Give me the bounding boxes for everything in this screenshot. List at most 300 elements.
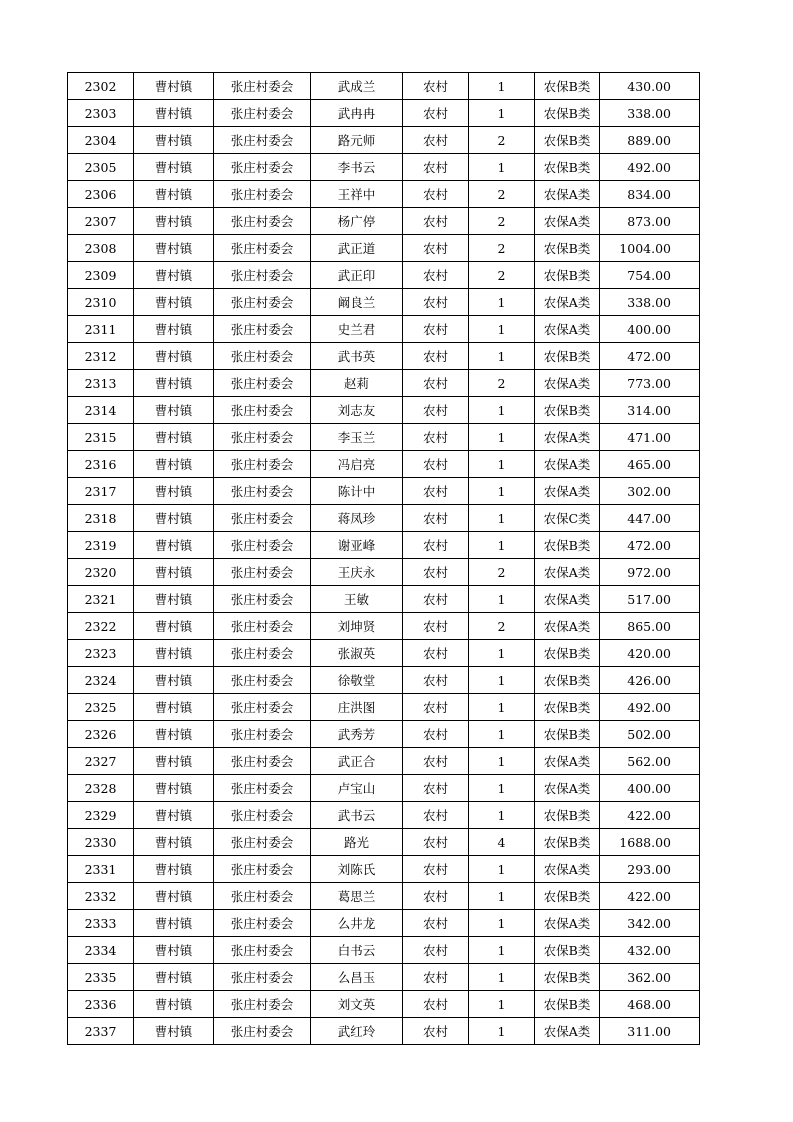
table-row <box>68 883 700 910</box>
table-row <box>68 1018 700 1045</box>
table-row <box>68 73 700 100</box>
area-type-cell: 农村 <box>403 559 469 586</box>
amount-cell: 465.00 <box>600 451 700 478</box>
household-count-cell: 1 <box>469 451 535 478</box>
row-number-cell: 2313 <box>68 370 134 397</box>
person-name-cell: 王庆永 <box>311 559 403 586</box>
table-row <box>68 343 700 370</box>
town-cell: 曹村镇 <box>134 262 214 289</box>
table-row <box>68 964 700 991</box>
insurance-category-cell: 农保A类 <box>535 775 600 802</box>
person-name-cell: 刘坤贤 <box>311 613 403 640</box>
area-type-cell: 农村 <box>403 235 469 262</box>
household-count-cell: 1 <box>469 478 535 505</box>
insurance-category-cell: 农保B类 <box>535 397 600 424</box>
household-count-cell: 1 <box>469 775 535 802</box>
household-count-cell: 1 <box>469 397 535 424</box>
area-type-cell: 农村 <box>403 991 469 1018</box>
area-type-cell: 农村 <box>403 154 469 181</box>
village-committee-cell: 张庄村委会 <box>214 883 311 910</box>
area-type-cell: 农村 <box>403 127 469 154</box>
household-count-cell: 1 <box>469 964 535 991</box>
person-name-cell: 武秀芳 <box>311 721 403 748</box>
table-row <box>68 910 700 937</box>
household-count-cell: 1 <box>469 802 535 829</box>
person-name-cell: 阚良兰 <box>311 289 403 316</box>
household-count-cell: 1 <box>469 154 535 181</box>
person-name-cell: 路光 <box>311 829 403 856</box>
area-type-cell: 农村 <box>403 586 469 613</box>
table-row <box>68 640 700 667</box>
household-count-cell: 1 <box>469 532 535 559</box>
town-cell: 曹村镇 <box>134 208 214 235</box>
village-committee-cell: 张庄村委会 <box>214 73 311 100</box>
row-number-cell: 2314 <box>68 397 134 424</box>
table-row <box>68 667 700 694</box>
amount-cell: 834.00 <box>600 181 700 208</box>
area-type-cell: 农村 <box>403 856 469 883</box>
village-committee-cell: 张庄村委会 <box>214 154 311 181</box>
area-type-cell: 农村 <box>403 478 469 505</box>
insurance-category-cell: 农保B类 <box>535 991 600 1018</box>
household-count-cell: 1 <box>469 910 535 937</box>
town-cell: 曹村镇 <box>134 343 214 370</box>
area-type-cell: 农村 <box>403 1018 469 1045</box>
table-row <box>68 721 700 748</box>
town-cell: 曹村镇 <box>134 370 214 397</box>
town-cell: 曹村镇 <box>134 397 214 424</box>
row-number-cell: 2307 <box>68 208 134 235</box>
insurance-category-cell: 农保B类 <box>535 883 600 910</box>
person-name-cell: 史兰君 <box>311 316 403 343</box>
insurance-category-cell: 农保A类 <box>535 289 600 316</box>
table-row <box>68 100 700 127</box>
household-count-cell: 2 <box>469 613 535 640</box>
household-count-cell: 1 <box>469 721 535 748</box>
household-count-cell: 1 <box>469 343 535 370</box>
town-cell: 曹村镇 <box>134 910 214 937</box>
area-type-cell: 农村 <box>403 370 469 397</box>
row-number-cell: 2329 <box>68 802 134 829</box>
area-type-cell: 农村 <box>403 532 469 559</box>
person-name-cell: 武冉冉 <box>311 100 403 127</box>
row-number-cell: 2325 <box>68 694 134 721</box>
area-type-cell: 农村 <box>403 397 469 424</box>
household-count-cell: 1 <box>469 424 535 451</box>
person-name-cell: 刘志友 <box>311 397 403 424</box>
row-number-cell: 2333 <box>68 910 134 937</box>
person-name-cell: 武成兰 <box>311 73 403 100</box>
person-name-cell: 武红玲 <box>311 1018 403 1045</box>
amount-cell: 472.00 <box>600 532 700 559</box>
table-row <box>68 748 700 775</box>
insurance-category-cell: 农保A类 <box>535 856 600 883</box>
row-number-cell: 2326 <box>68 721 134 748</box>
area-type-cell: 农村 <box>403 721 469 748</box>
table-row <box>68 856 700 883</box>
insurance-category-cell: 农保B类 <box>535 262 600 289</box>
table-row <box>68 424 700 451</box>
town-cell: 曹村镇 <box>134 127 214 154</box>
insurance-category-cell: 农保B类 <box>535 964 600 991</box>
row-number-cell: 2322 <box>68 613 134 640</box>
area-type-cell: 农村 <box>403 73 469 100</box>
table-row <box>68 154 700 181</box>
household-count-cell: 1 <box>469 991 535 1018</box>
amount-cell: 426.00 <box>600 667 700 694</box>
village-committee-cell: 张庄村委会 <box>214 748 311 775</box>
town-cell: 曹村镇 <box>134 586 214 613</box>
town-cell: 曹村镇 <box>134 829 214 856</box>
table-row <box>68 937 700 964</box>
table-body <box>68 73 700 1045</box>
household-count-cell: 1 <box>469 1018 535 1045</box>
row-number-cell: 2316 <box>68 451 134 478</box>
row-number-cell: 2337 <box>68 1018 134 1045</box>
person-name-cell: 王祥中 <box>311 181 403 208</box>
row-number-cell: 2319 <box>68 532 134 559</box>
amount-cell: 754.00 <box>600 262 700 289</box>
assistance-table <box>67 72 700 1045</box>
town-cell: 曹村镇 <box>134 964 214 991</box>
town-cell: 曹村镇 <box>134 640 214 667</box>
village-committee-cell: 张庄村委会 <box>214 694 311 721</box>
area-type-cell: 农村 <box>403 181 469 208</box>
insurance-category-cell: 农保A类 <box>535 424 600 451</box>
village-committee-cell: 张庄村委会 <box>214 100 311 127</box>
amount-cell: 420.00 <box>600 640 700 667</box>
table-row <box>68 505 700 532</box>
insurance-category-cell: 农保B类 <box>535 235 600 262</box>
person-name-cell: 徐敬堂 <box>311 667 403 694</box>
household-count-cell: 2 <box>469 262 535 289</box>
village-committee-cell: 张庄村委会 <box>214 532 311 559</box>
person-name-cell: 武正合 <box>311 748 403 775</box>
town-cell: 曹村镇 <box>134 856 214 883</box>
household-count-cell: 2 <box>469 208 535 235</box>
insurance-category-cell: 农保A类 <box>535 586 600 613</box>
amount-cell: 492.00 <box>600 154 700 181</box>
village-committee-cell: 张庄村委会 <box>214 262 311 289</box>
area-type-cell: 农村 <box>403 613 469 640</box>
amount-cell: 1004.00 <box>600 235 700 262</box>
insurance-category-cell: 农保B类 <box>535 694 600 721</box>
insurance-category-cell: 农保A类 <box>535 208 600 235</box>
village-committee-cell: 张庄村委会 <box>214 775 311 802</box>
amount-cell: 362.00 <box>600 964 700 991</box>
table-row <box>68 775 700 802</box>
household-count-cell: 1 <box>469 316 535 343</box>
table-row <box>68 235 700 262</box>
insurance-category-cell: 农保A类 <box>535 748 600 775</box>
person-name-cell: 刘陈氏 <box>311 856 403 883</box>
area-type-cell: 农村 <box>403 316 469 343</box>
village-committee-cell: 张庄村委会 <box>214 289 311 316</box>
household-count-cell: 2 <box>469 559 535 586</box>
town-cell: 曹村镇 <box>134 721 214 748</box>
insurance-category-cell: 农保B类 <box>535 532 600 559</box>
household-count-cell: 1 <box>469 883 535 910</box>
area-type-cell: 农村 <box>403 829 469 856</box>
insurance-category-cell: 农保B类 <box>535 802 600 829</box>
person-name-cell: 王敏 <box>311 586 403 613</box>
amount-cell: 517.00 <box>600 586 700 613</box>
household-count-cell: 1 <box>469 586 535 613</box>
person-name-cell: 武正印 <box>311 262 403 289</box>
person-name-cell: 白书云 <box>311 937 403 964</box>
village-committee-cell: 张庄村委会 <box>214 667 311 694</box>
area-type-cell: 农村 <box>403 262 469 289</box>
row-number-cell: 2332 <box>68 883 134 910</box>
amount-cell: 338.00 <box>600 289 700 316</box>
person-name-cell: 武书云 <box>311 802 403 829</box>
row-number-cell: 2310 <box>68 289 134 316</box>
row-number-cell: 2336 <box>68 991 134 1018</box>
table-row <box>68 451 700 478</box>
insurance-category-cell: 农保B类 <box>535 73 600 100</box>
row-number-cell: 2318 <box>68 505 134 532</box>
table-row <box>68 694 700 721</box>
table-row <box>68 127 700 154</box>
village-committee-cell: 张庄村委会 <box>214 559 311 586</box>
table-row <box>68 316 700 343</box>
person-name-cell: 谢亚峰 <box>311 532 403 559</box>
table-row <box>68 397 700 424</box>
row-number-cell: 2330 <box>68 829 134 856</box>
amount-cell: 400.00 <box>600 316 700 343</box>
insurance-category-cell: 农保A类 <box>535 451 600 478</box>
row-number-cell: 2327 <box>68 748 134 775</box>
insurance-category-cell: 农保A类 <box>535 613 600 640</box>
area-type-cell: 农村 <box>403 100 469 127</box>
area-type-cell: 农村 <box>403 964 469 991</box>
village-committee-cell: 张庄村委会 <box>214 586 311 613</box>
amount-cell: 314.00 <box>600 397 700 424</box>
row-number-cell: 2320 <box>68 559 134 586</box>
person-name-cell: 路元师 <box>311 127 403 154</box>
household-count-cell: 2 <box>469 235 535 262</box>
town-cell: 曹村镇 <box>134 451 214 478</box>
village-committee-cell: 张庄村委会 <box>214 613 311 640</box>
insurance-category-cell: 农保A类 <box>535 910 600 937</box>
household-count-cell: 1 <box>469 748 535 775</box>
insurance-category-cell: 农保B类 <box>535 721 600 748</box>
household-count-cell: 1 <box>469 667 535 694</box>
insurance-category-cell: 农保A类 <box>535 478 600 505</box>
town-cell: 曹村镇 <box>134 154 214 181</box>
person-name-cell: 么昌玉 <box>311 964 403 991</box>
village-committee-cell: 张庄村委会 <box>214 1018 311 1045</box>
row-number-cell: 2317 <box>68 478 134 505</box>
town-cell: 曹村镇 <box>134 559 214 586</box>
town-cell: 曹村镇 <box>134 100 214 127</box>
village-committee-cell: 张庄村委会 <box>214 424 311 451</box>
table-row <box>68 370 700 397</box>
area-type-cell: 农村 <box>403 505 469 532</box>
amount-cell: 492.00 <box>600 694 700 721</box>
household-count-cell: 1 <box>469 73 535 100</box>
insurance-category-cell: 农保B类 <box>535 154 600 181</box>
person-name-cell: 张淑英 <box>311 640 403 667</box>
amount-cell: 447.00 <box>600 505 700 532</box>
row-number-cell: 2311 <box>68 316 134 343</box>
amount-cell: 293.00 <box>600 856 700 883</box>
insurance-category-cell: 农保A类 <box>535 316 600 343</box>
amount-cell: 302.00 <box>600 478 700 505</box>
village-committee-cell: 张庄村委会 <box>214 964 311 991</box>
person-name-cell: 武书英 <box>311 343 403 370</box>
amount-cell: 865.00 <box>600 613 700 640</box>
household-count-cell: 1 <box>469 289 535 316</box>
town-cell: 曹村镇 <box>134 883 214 910</box>
amount-cell: 342.00 <box>600 910 700 937</box>
amount-cell: 471.00 <box>600 424 700 451</box>
insurance-category-cell: 农保B类 <box>535 667 600 694</box>
row-number-cell: 2312 <box>68 343 134 370</box>
person-name-cell: 么井龙 <box>311 910 403 937</box>
town-cell: 曹村镇 <box>134 532 214 559</box>
area-type-cell: 农村 <box>403 694 469 721</box>
village-committee-cell: 张庄村委会 <box>214 370 311 397</box>
town-cell: 曹村镇 <box>134 235 214 262</box>
table-row <box>68 478 700 505</box>
town-cell: 曹村镇 <box>134 991 214 1018</box>
area-type-cell: 农村 <box>403 910 469 937</box>
row-number-cell: 2334 <box>68 937 134 964</box>
household-count-cell: 2 <box>469 181 535 208</box>
village-committee-cell: 张庄村委会 <box>214 316 311 343</box>
person-name-cell: 卢宝山 <box>311 775 403 802</box>
amount-cell: 1688.00 <box>600 829 700 856</box>
amount-cell: 422.00 <box>600 883 700 910</box>
household-count-cell: 2 <box>469 370 535 397</box>
table-row <box>68 559 700 586</box>
area-type-cell: 农村 <box>403 424 469 451</box>
village-committee-cell: 张庄村委会 <box>214 910 311 937</box>
household-count-cell: 1 <box>469 856 535 883</box>
row-number-cell: 2321 <box>68 586 134 613</box>
person-name-cell: 庄洪图 <box>311 694 403 721</box>
person-name-cell: 刘文英 <box>311 991 403 1018</box>
town-cell: 曹村镇 <box>134 613 214 640</box>
amount-cell: 432.00 <box>600 937 700 964</box>
table-row <box>68 586 700 613</box>
amount-cell: 889.00 <box>600 127 700 154</box>
area-type-cell: 农村 <box>403 667 469 694</box>
row-number-cell: 2315 <box>68 424 134 451</box>
area-type-cell: 农村 <box>403 343 469 370</box>
amount-cell: 972.00 <box>600 559 700 586</box>
village-committee-cell: 张庄村委会 <box>214 721 311 748</box>
person-name-cell: 赵莉 <box>311 370 403 397</box>
table-row <box>68 289 700 316</box>
amount-cell: 422.00 <box>600 802 700 829</box>
person-name-cell: 武正道 <box>311 235 403 262</box>
insurance-category-cell: 农保B类 <box>535 343 600 370</box>
person-name-cell: 杨广停 <box>311 208 403 235</box>
village-committee-cell: 张庄村委会 <box>214 181 311 208</box>
village-committee-cell: 张庄村委会 <box>214 829 311 856</box>
town-cell: 曹村镇 <box>134 937 214 964</box>
person-name-cell: 李玉兰 <box>311 424 403 451</box>
town-cell: 曹村镇 <box>134 73 214 100</box>
table-row <box>68 532 700 559</box>
village-committee-cell: 张庄村委会 <box>214 856 311 883</box>
town-cell: 曹村镇 <box>134 505 214 532</box>
amount-cell: 773.00 <box>600 370 700 397</box>
household-count-cell: 4 <box>469 829 535 856</box>
area-type-cell: 农村 <box>403 883 469 910</box>
row-number-cell: 2305 <box>68 154 134 181</box>
area-type-cell: 农村 <box>403 451 469 478</box>
row-number-cell: 2306 <box>68 181 134 208</box>
table-row <box>68 802 700 829</box>
insurance-category-cell: 农保B类 <box>535 127 600 154</box>
town-cell: 曹村镇 <box>134 1018 214 1045</box>
insurance-category-cell: 农保B类 <box>535 937 600 964</box>
village-committee-cell: 张庄村委会 <box>214 505 311 532</box>
village-committee-cell: 张庄村委会 <box>214 397 311 424</box>
insurance-category-cell: 农保B类 <box>535 829 600 856</box>
amount-cell: 400.00 <box>600 775 700 802</box>
household-count-cell: 2 <box>469 127 535 154</box>
insurance-category-cell: 农保A类 <box>535 1018 600 1045</box>
town-cell: 曹村镇 <box>134 478 214 505</box>
town-cell: 曹村镇 <box>134 802 214 829</box>
person-name-cell: 葛思兰 <box>311 883 403 910</box>
table-row <box>68 181 700 208</box>
insurance-category-cell: 农保B类 <box>535 100 600 127</box>
amount-cell: 562.00 <box>600 748 700 775</box>
table-row <box>68 991 700 1018</box>
area-type-cell: 农村 <box>403 640 469 667</box>
insurance-category-cell: 农保A类 <box>535 181 600 208</box>
row-number-cell: 2303 <box>68 100 134 127</box>
person-name-cell: 冯启亮 <box>311 451 403 478</box>
village-committee-cell: 张庄村委会 <box>214 802 311 829</box>
table-row <box>68 208 700 235</box>
amount-cell: 472.00 <box>600 343 700 370</box>
household-count-cell: 1 <box>469 937 535 964</box>
person-name-cell: 蒋凤珍 <box>311 505 403 532</box>
area-type-cell: 农村 <box>403 289 469 316</box>
town-cell: 曹村镇 <box>134 667 214 694</box>
area-type-cell: 农村 <box>403 937 469 964</box>
insurance-category-cell: 农保A类 <box>535 370 600 397</box>
row-number-cell: 2328 <box>68 775 134 802</box>
insurance-category-cell: 农保A类 <box>535 559 600 586</box>
row-number-cell: 2335 <box>68 964 134 991</box>
town-cell: 曹村镇 <box>134 289 214 316</box>
village-committee-cell: 张庄村委会 <box>214 991 311 1018</box>
town-cell: 曹村镇 <box>134 694 214 721</box>
table-row <box>68 829 700 856</box>
village-committee-cell: 张庄村委会 <box>214 127 311 154</box>
amount-cell: 338.00 <box>600 100 700 127</box>
amount-cell: 311.00 <box>600 1018 700 1045</box>
town-cell: 曹村镇 <box>134 181 214 208</box>
household-count-cell: 1 <box>469 505 535 532</box>
village-committee-cell: 张庄村委会 <box>214 478 311 505</box>
village-committee-cell: 张庄村委会 <box>214 235 311 262</box>
area-type-cell: 农村 <box>403 802 469 829</box>
town-cell: 曹村镇 <box>134 748 214 775</box>
town-cell: 曹村镇 <box>134 424 214 451</box>
household-count-cell: 1 <box>469 100 535 127</box>
table-row <box>68 613 700 640</box>
person-name-cell: 陈计中 <box>311 478 403 505</box>
amount-cell: 502.00 <box>600 721 700 748</box>
